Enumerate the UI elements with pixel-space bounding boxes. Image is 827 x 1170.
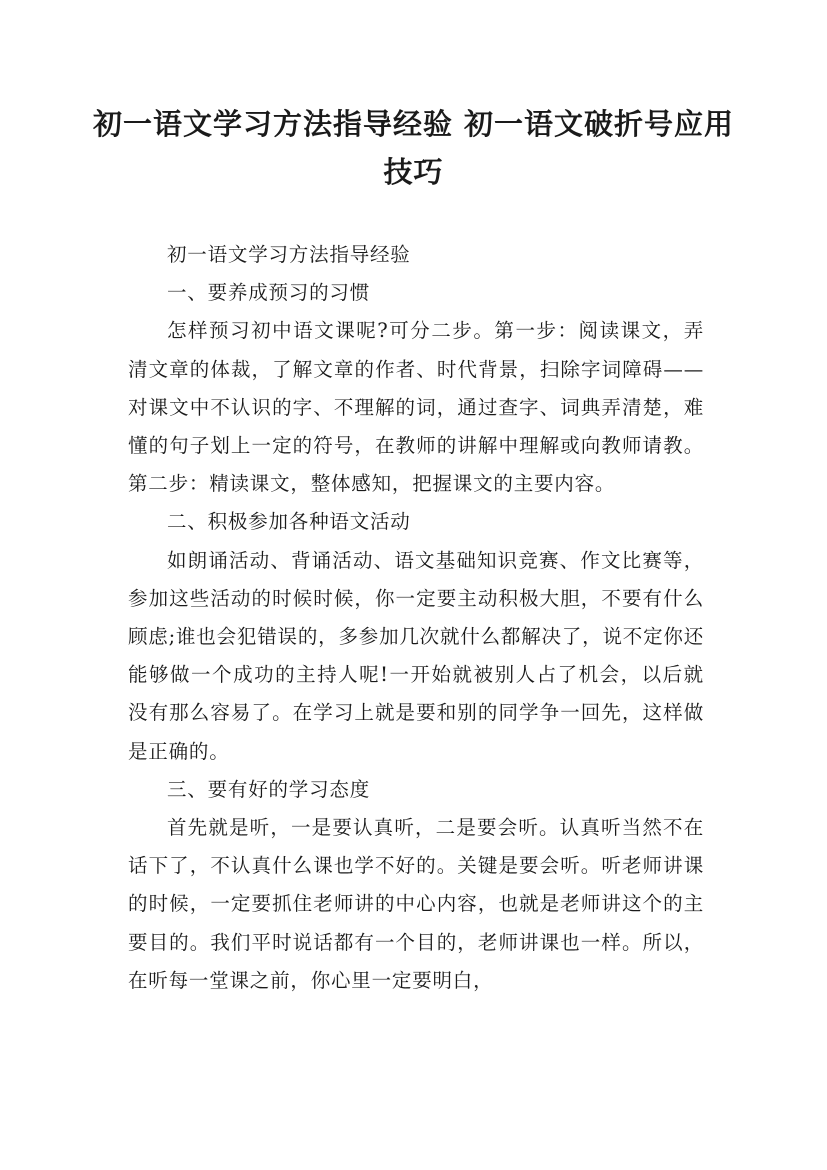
- subheading-activities: 二、积极参加各种语文活动: [167, 510, 411, 534]
- paragraph-listening: 首先就是听，一是要认真听，二是要会听。认真听当然不在话下了，不认真什么课也学不好的。关键是要会听。听老师讲课的时候，一定要抓住老师讲的中心内容，也就是老师讲这个的主要目的。我们平时说话都有一个目的，老师讲课也一样。所以，在听每一堂课之前，你心里一定要明白，: [128, 816, 704, 992]
- subheading-preview-habit: 一、要养成预习的习惯: [167, 281, 371, 305]
- document-title: 初一语文学习方法指导经验 初一语文破折号应用技巧: [92, 107, 735, 189]
- document-body: [128, 236, 704, 1000]
- paragraph-activities: 如朗诵活动、背诵活动、语文基础知识竞赛、作文比赛等，参加这些活动的时候时候，你一定要主动积极大胆，不要有什么顾虑;谁也会犯错误的，多参加几次就什么都解决了，说不定你还能够做一个成功的主持人呢!一开始就被别人占了机会，以后就没有那么容易了。在学习上就是要和别的同学争一回先，这样做是正确的。: [128, 548, 704, 763]
- section-heading: 初一语文学习方法指导经验: [167, 243, 411, 266]
- subheading-attitude: 三、要有好的学习态度: [167, 777, 371, 801]
- paragraph-preview-steps: 怎样预习初中语文课呢?可分二步。第一步：阅读课文，弄清文章的体裁，了解文章的作者、时代背景，扫除字词障碍——对课文中不认识的字、不理解的词，通过查字、词典弄清楚，难懂的句子划上一定的符号，在教师的讲解中理解或向教师请教。第二步：精读课文，整体感知，把握课文的主要内容。: [128, 319, 704, 496]
